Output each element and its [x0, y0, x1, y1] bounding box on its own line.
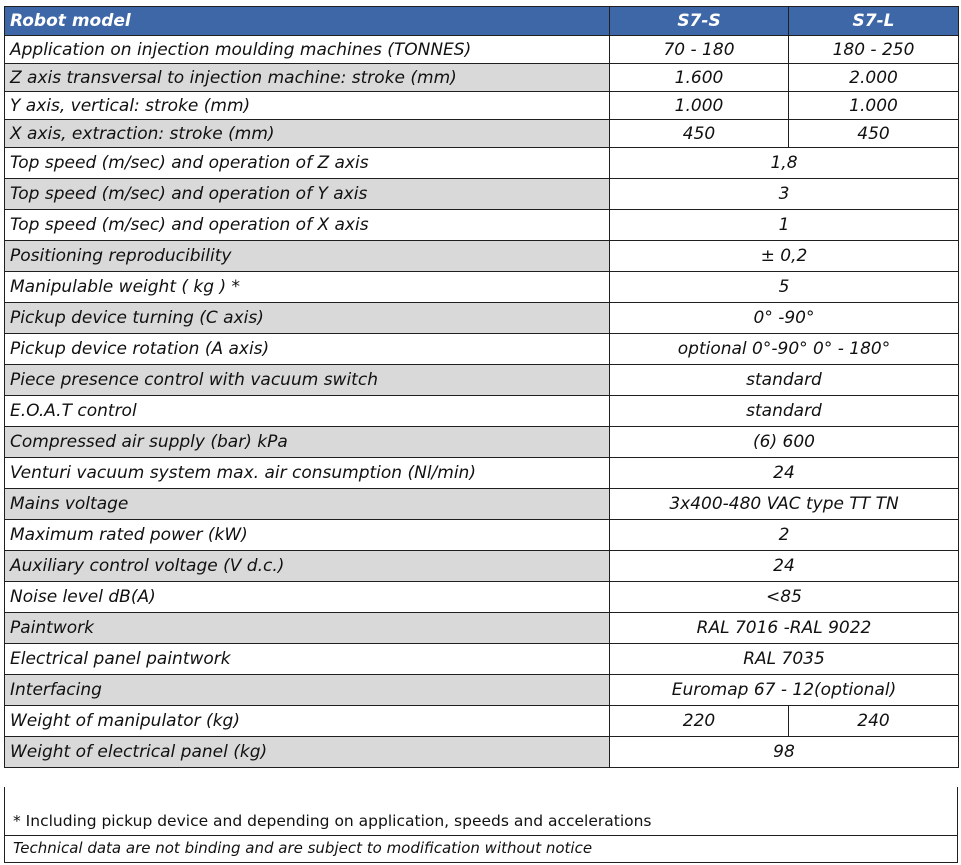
- table-row: [5, 365, 959, 396]
- header-row: [5, 7, 959, 36]
- footnote: * Including pickup device and depending on application, speeds and accelerations: [13, 812, 652, 830]
- notes-divider: [5, 835, 957, 836]
- row-label: Manipulable weight ( kg ) *: [5, 272, 610, 303]
- table-row: [5, 613, 959, 644]
- table-row: [5, 241, 959, 272]
- spec-table-body: [5, 36, 959, 768]
- row-value-shared: Euromap 67 - 12(optional): [610, 675, 959, 706]
- row-label: Venturi vacuum system max. air consumption (Nl/min): [5, 458, 610, 489]
- table-row: [5, 179, 959, 210]
- row-label: Top speed (m/sec) and operation of X axis: [5, 210, 610, 241]
- table-row: [5, 303, 959, 334]
- row-value-shared: 24: [610, 458, 959, 489]
- row-value-shared: 0° -90°: [610, 303, 959, 334]
- table-row: [5, 582, 959, 613]
- row-value-s7l: 2.000: [789, 64, 959, 92]
- row-label: Y axis, vertical: stroke (mm): [5, 92, 610, 120]
- notes-box: [4, 787, 958, 863]
- table-row: [5, 334, 959, 365]
- table-row: [5, 210, 959, 241]
- row-value-shared: 5: [610, 272, 959, 303]
- spec-table: [4, 6, 959, 768]
- row-label: Z axis transversal to injection machine: stroke (mm): [5, 64, 610, 92]
- row-label: E.O.A.T control: [5, 396, 610, 427]
- row-value-s7l: 240: [789, 706, 959, 737]
- row-label: Noise level dB(A): [5, 582, 610, 613]
- row-label: Top speed (m/sec) and operation of Z axis: [5, 148, 610, 179]
- table-row: [5, 489, 959, 520]
- row-label: X axis, extraction: stroke (mm): [5, 120, 610, 148]
- row-label: Maximum rated power (kW): [5, 520, 610, 551]
- table-row: [5, 520, 959, 551]
- row-value-shared: 98: [610, 737, 959, 768]
- row-value-shared: 24: [610, 551, 959, 582]
- row-label: Weight of electrical panel (kg): [5, 737, 610, 768]
- table-row: [5, 675, 959, 706]
- row-label: Pickup device turning (C axis): [5, 303, 610, 334]
- row-label: Top speed (m/sec) and operation of Y axis: [5, 179, 610, 210]
- row-label: Paintwork: [5, 613, 610, 644]
- header-label: Robot model: [5, 7, 610, 36]
- header-model-s7s: S7-S: [610, 7, 789, 36]
- table-row: [5, 706, 959, 737]
- row-value-shared: 2: [610, 520, 959, 551]
- row-value-s7s: 1.000: [610, 92, 789, 120]
- table-row: [5, 92, 959, 120]
- table-row: [5, 551, 959, 582]
- row-label: Piece presence control with vacuum switch: [5, 365, 610, 396]
- row-value-shared: (6) 600: [610, 427, 959, 458]
- row-label: Compressed air supply (bar) kPa: [5, 427, 610, 458]
- row-value-shared: RAL 7035: [610, 644, 959, 675]
- table-row: [5, 64, 959, 92]
- row-value-shared: 1,8: [610, 148, 959, 179]
- row-value-shared: RAL 7016 -RAL 9022: [610, 613, 959, 644]
- table-row: [5, 427, 959, 458]
- row-label: Auxiliary control voltage (V d.c.): [5, 551, 610, 582]
- row-label: Pickup device rotation (A axis): [5, 334, 610, 365]
- row-value-shared: ± 0,2: [610, 241, 959, 272]
- row-value-s7l: 450: [789, 120, 959, 148]
- disclaimer: Technical data are not binding and are subject to modification without notice: [13, 839, 593, 857]
- row-label: Interfacing: [5, 675, 610, 706]
- table-row: [5, 644, 959, 675]
- row-label: Electrical panel paintwork: [5, 644, 610, 675]
- table-row: [5, 737, 959, 768]
- table-row: [5, 120, 959, 148]
- row-value-s7l: 1.000: [789, 92, 959, 120]
- table-row: [5, 272, 959, 303]
- table-row: [5, 148, 959, 179]
- row-label: Application on injection moulding machines (TONNES): [5, 36, 610, 64]
- row-label: Weight of manipulator (kg): [5, 706, 610, 737]
- row-value-shared: <85: [610, 582, 959, 613]
- row-value-shared: 1: [610, 210, 959, 241]
- row-value-s7s: 450: [610, 120, 789, 148]
- table-row: [5, 396, 959, 427]
- row-value-shared: optional 0°-90° 0° - 180°: [610, 334, 959, 365]
- row-value-s7l: 180 - 250: [789, 36, 959, 64]
- row-label: Mains voltage: [5, 489, 610, 520]
- row-value-s7s: 220: [610, 706, 789, 737]
- table-row: [5, 36, 959, 64]
- header-model-s7l: S7-L: [789, 7, 959, 36]
- row-value-shared: standard: [610, 396, 959, 427]
- row-value-s7s: 1.600: [610, 64, 789, 92]
- row-value-shared: 3x400-480 VAC type TT TN: [610, 489, 959, 520]
- table-row: [5, 458, 959, 489]
- row-label: Positioning reproducibility: [5, 241, 610, 272]
- row-value-shared: standard: [610, 365, 959, 396]
- row-value-shared: 3: [610, 179, 959, 210]
- row-value-s7s: 70 - 180: [610, 36, 789, 64]
